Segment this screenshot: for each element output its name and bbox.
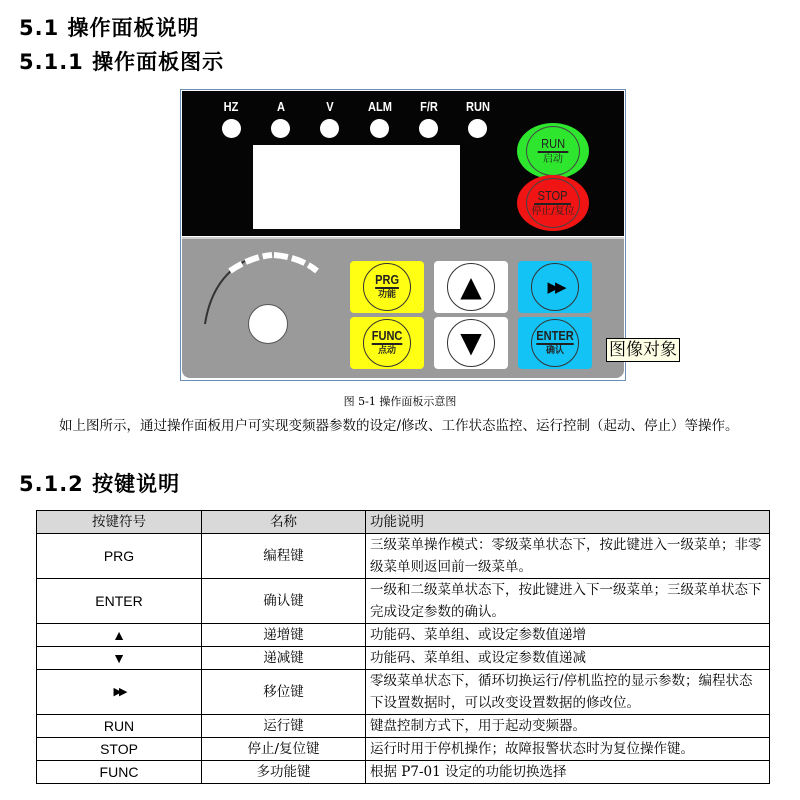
key-name: 多功能键 bbox=[202, 761, 366, 784]
led-hz-icon bbox=[222, 119, 241, 138]
table-row bbox=[37, 647, 770, 670]
subsection-heading-panel-diagram: 5.1.1 操作面板图示 bbox=[19, 50, 225, 74]
panel-keypad-area bbox=[182, 237, 624, 378]
led-run-icon bbox=[468, 119, 487, 138]
up-key[interactable] bbox=[434, 261, 508, 313]
key-symbol: ENTER bbox=[37, 579, 202, 624]
key-description: 一级和二级菜单状态下，按此键进入下一级菜单；三级菜单状态下完成设定参数的确认。 bbox=[366, 579, 770, 624]
fast-forward-icon: ▶▶ bbox=[37, 670, 202, 715]
key-description: 键盘控制方式下，用于起动变频器。 bbox=[366, 715, 770, 738]
key-description-table bbox=[36, 510, 770, 784]
figure-caption: 图 5-1 操作面板示意图 bbox=[343, 395, 457, 408]
func-key-sublabel: 点动 bbox=[377, 346, 396, 356]
table-row bbox=[37, 715, 770, 738]
key-name: 编程键 bbox=[202, 534, 366, 579]
key-symbol: PRG bbox=[37, 534, 202, 579]
led-label-hz: HZ bbox=[223, 99, 239, 114]
key-description: 三级菜单操作模式：零级菜单状态下，按此键进入一级菜单；非零级菜单则返回前一级菜单。 bbox=[366, 534, 770, 579]
key-symbol: RUN bbox=[37, 715, 202, 738]
run-button[interactable] bbox=[517, 123, 589, 179]
func-key-label: FUNC bbox=[371, 328, 403, 343]
table-row bbox=[37, 579, 770, 624]
lcd-display bbox=[253, 145, 460, 229]
key-symbol: FUNC bbox=[37, 761, 202, 784]
table-row bbox=[37, 738, 770, 761]
func-key[interactable] bbox=[350, 317, 424, 369]
operation-panel-figure bbox=[180, 89, 626, 381]
image-object-tag: 图像对象 bbox=[606, 338, 680, 362]
run-button-sublabel: 启动 bbox=[543, 153, 563, 165]
table-row bbox=[37, 670, 770, 715]
up-arrow-icon: ▲ bbox=[447, 263, 495, 311]
key-description: 功能码、菜单组、或设定参数值递减 bbox=[366, 647, 770, 670]
enter-key[interactable] bbox=[518, 317, 592, 369]
key-name: 递增键 bbox=[202, 624, 366, 647]
key-name: 递减键 bbox=[202, 647, 366, 670]
key-description: 根据 P7-01 设定的功能切换选择 bbox=[366, 761, 770, 784]
led-a-icon bbox=[271, 119, 290, 138]
key-name: 确认键 bbox=[202, 579, 366, 624]
table-row bbox=[37, 624, 770, 647]
prg-key-label: PRG bbox=[375, 272, 399, 287]
panel-display-area bbox=[182, 91, 624, 236]
key-description: 运行时用于停机操作；故障报警状态时为复位操作键。 bbox=[366, 738, 770, 761]
down-arrow-icon: ▼ bbox=[447, 319, 495, 367]
key-symbol: STOP bbox=[37, 738, 202, 761]
down-arrow-icon: ▼ bbox=[37, 647, 202, 670]
run-button-label: RUN bbox=[538, 137, 569, 153]
led-fr-icon bbox=[419, 119, 438, 138]
led-v-icon bbox=[320, 119, 339, 138]
header-name: 名称 bbox=[202, 511, 366, 534]
section-heading: 5.1 操作面板说明 bbox=[19, 16, 200, 40]
key-name: 移位键 bbox=[202, 670, 366, 715]
led-label-alm: ALM bbox=[368, 99, 392, 114]
potentiometer-knob[interactable] bbox=[248, 304, 288, 344]
header-key-symbol: 按键符号 bbox=[37, 511, 202, 534]
up-arrow-icon: ▲ bbox=[37, 624, 202, 647]
led-label-run: RUN bbox=[466, 99, 490, 114]
led-label-a: A bbox=[277, 99, 285, 114]
down-key[interactable] bbox=[434, 317, 508, 369]
stop-button-label: STOP bbox=[535, 189, 572, 205]
fast-forward-icon: ▶▶ bbox=[531, 263, 579, 311]
key-description: 零级菜单状态下，循环切换运行/停机监控的显示参数；编程状态下设置数据时，可以改变设置数据的修改位。 bbox=[366, 670, 770, 715]
table-row bbox=[37, 534, 770, 579]
shift-key[interactable] bbox=[518, 261, 592, 313]
key-name: 停止/复位键 bbox=[202, 738, 366, 761]
stop-button[interactable] bbox=[517, 175, 589, 231]
stop-button-sublabel: 停止/复位 bbox=[531, 205, 575, 217]
led-label-v: V bbox=[326, 99, 334, 114]
subsection-heading-key-description: 5.1.2 按键说明 bbox=[19, 472, 181, 496]
key-name: 运行键 bbox=[202, 715, 366, 738]
prg-key-sublabel: 功能 bbox=[377, 290, 396, 300]
prg-key[interactable] bbox=[350, 261, 424, 313]
intro-paragraph: 如上图所示，通过操作面板用户可实现变频器参数的设定/修改、工作状态监控、运行控制（起动、停止）等操作。 bbox=[59, 418, 739, 434]
enter-key-sublabel: 确认 bbox=[545, 346, 564, 356]
enter-key-label: ENTER bbox=[536, 328, 574, 343]
led-label-fr: F/R bbox=[420, 99, 438, 114]
table-header-row bbox=[37, 511, 770, 534]
table-row bbox=[37, 761, 770, 784]
key-description: 功能码、菜单组、或设定参数值递增 bbox=[366, 624, 770, 647]
led-alm-icon bbox=[370, 119, 389, 138]
header-function: 功能说明 bbox=[366, 511, 770, 534]
